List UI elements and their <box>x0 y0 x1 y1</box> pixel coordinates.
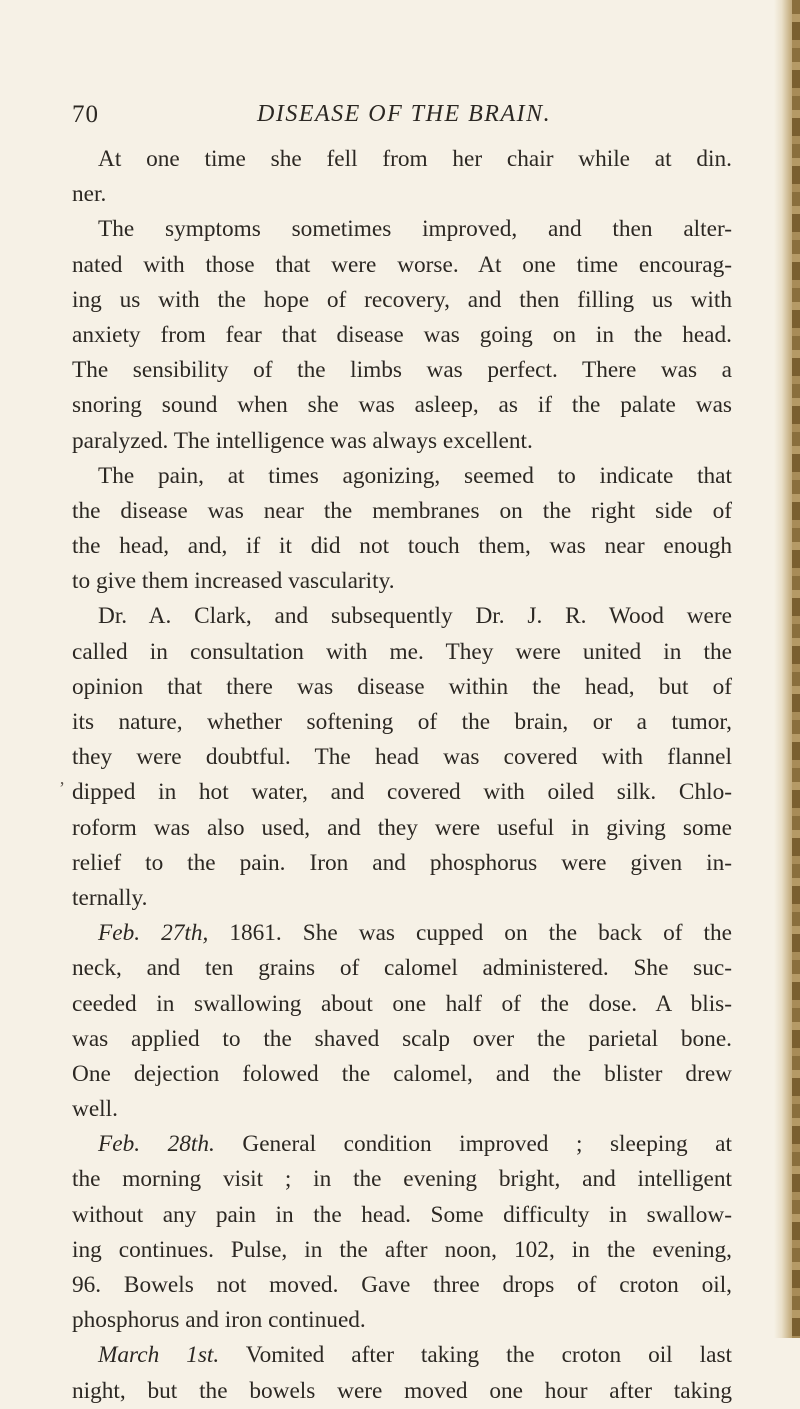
text-line <box>72 775 732 810</box>
text-line <box>72 248 732 283</box>
text-line <box>72 1303 732 1338</box>
line-text: without any pain in the head. Some difficulty in swallow- <box>72 1201 732 1228</box>
text-line <box>72 881 732 916</box>
text-line <box>72 635 732 670</box>
line-text: its nature, whether softening of the brain, or a tumor, <box>72 709 732 735</box>
line-text: the disease was near the membranes on the right side of <box>72 497 732 524</box>
line-text: well. <box>72 1096 118 1123</box>
line-text: ing continues. Pulse, in the after noon, 102, in the evening, <box>72 1236 732 1263</box>
line-text: they were doubtful. The head was covered with flannel <box>72 744 732 771</box>
line-text: 1861. She was cupped on the back of the <box>208 920 732 947</box>
line-text: dipped in hot water, and covered with oiled silk. Chlo- <box>72 779 732 806</box>
text-line <box>72 529 732 564</box>
text-line <box>72 459 732 494</box>
text-line <box>72 599 732 634</box>
line-text: Vomited after taking the croton oil last <box>219 1342 732 1369</box>
page-edge-binding <box>792 0 800 1338</box>
text-line <box>72 1057 732 1092</box>
line-text: to give them increased vascularity. <box>72 568 395 595</box>
text-line <box>72 670 732 705</box>
text-line <box>72 1198 732 1233</box>
line-text: The sensibility of the limbs was perfect. There was a <box>72 357 732 384</box>
text-line <box>72 1374 732 1409</box>
text-line <box>72 212 732 247</box>
date-label: Feb. 27th, <box>98 920 209 947</box>
line-text: relief to the pain. Iron and phosphorus were given in- <box>72 849 732 876</box>
line-text: The symptoms sometimes improved, and then alter- <box>98 216 732 243</box>
text-line <box>72 177 732 212</box>
date-label: Feb. 28th. <box>98 1131 215 1158</box>
line-text: roform was also used, and they were useful in giving some <box>72 814 732 841</box>
text-line <box>72 811 732 846</box>
page-number: 70 <box>72 101 99 128</box>
text-line <box>72 283 732 318</box>
body-text <box>72 142 732 1409</box>
line-text: One dejection folowed the calomel, and the blister drew <box>72 1060 732 1087</box>
line-text: ing us with the hope of recovery, and then filling us with <box>72 286 732 313</box>
line-text: the morning visit ; in the evening bright, and intelligent <box>72 1166 732 1193</box>
line-text: ner. <box>72 181 107 208</box>
date-label: March 1st. <box>98 1342 220 1369</box>
line-text: anxiety from fear that disease was going on in the head. <box>72 321 732 348</box>
line-text: night, but the bowels were moved one hour after taking <box>72 1377 732 1404</box>
text-line <box>72 1022 732 1057</box>
text-line <box>72 1127 732 1162</box>
text-line <box>72 142 732 177</box>
text-line <box>72 846 732 881</box>
text-line <box>72 1162 732 1197</box>
text-line <box>72 987 732 1022</box>
text-line <box>72 740 732 775</box>
margin-mark: ‚ <box>59 768 65 788</box>
line-text: At one time she fell from her chair while at din. <box>98 146 732 172</box>
line-text: General condition improved ; sleeping at <box>214 1131 732 1158</box>
text-line <box>72 1092 732 1127</box>
text-line <box>72 564 732 599</box>
line-text: Dr. A. Clark, and subsequently Dr. J. R. Wood were <box>98 603 732 630</box>
text-line <box>72 1338 732 1373</box>
running-head: DISEASE OF THE BRAIN. <box>257 101 552 127</box>
text-line <box>72 705 732 740</box>
text-line <box>72 494 732 529</box>
text-line <box>72 388 732 423</box>
text-line <box>72 916 732 951</box>
text-line <box>72 353 732 388</box>
text-line <box>72 951 732 986</box>
text-line <box>72 1268 732 1303</box>
text-line <box>72 1233 732 1268</box>
line-text: 96. Bowels not moved. Gave three drops of croton oil, <box>72 1272 732 1298</box>
text-line <box>72 424 732 459</box>
line-text: called in consultation with me. They were united in the <box>72 638 732 665</box>
page-header <box>72 101 732 131</box>
line-text: ternally. <box>72 884 148 911</box>
text-line <box>72 318 732 353</box>
line-text: paralyzed. The intelligence was always excellent. <box>72 427 533 454</box>
line-text: was applied to the shaved scalp over the parietal bone. <box>72 1025 732 1052</box>
line-text: ceeded in swallowing about one half of the dose. A blis- <box>72 990 732 1017</box>
line-text: nated with those that were worse. At one time encourag- <box>72 251 732 278</box>
line-text: The pain, at times agonizing, seemed to indicate that <box>98 462 732 489</box>
line-text: the head, and, if it did not touch them, was near enough <box>72 533 732 560</box>
line-text: neck, and ten grains of calomel administered. She suc- <box>72 955 732 982</box>
line-text: phosphorus and iron continued. <box>72 1307 366 1334</box>
line-text: opinion that there was disease within the head, but of <box>72 673 732 700</box>
line-text: snoring sound when she was asleep, as if the palate was <box>72 392 732 419</box>
